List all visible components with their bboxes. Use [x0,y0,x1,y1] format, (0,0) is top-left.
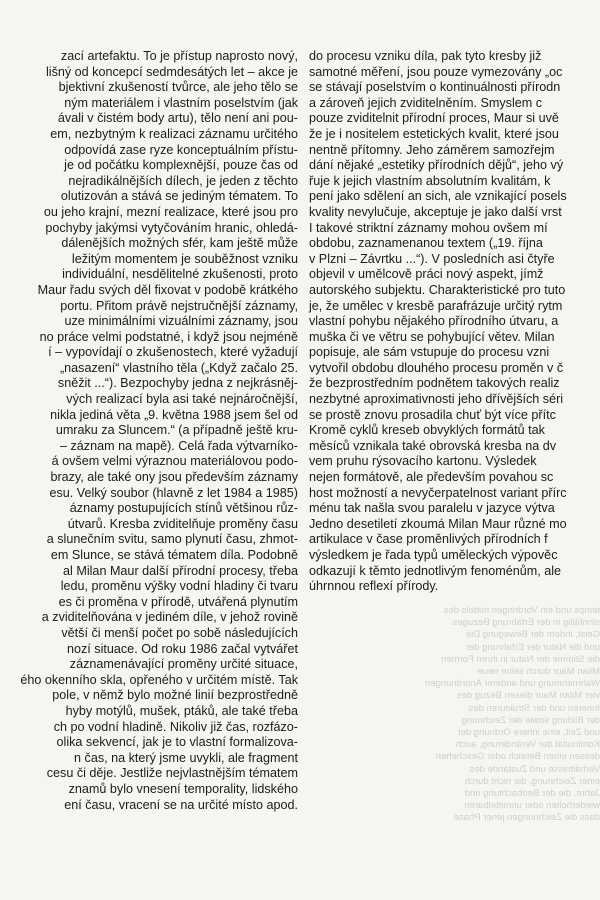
text-line: nozí situace. Od roku 1986 začal vytvářet [66,641,298,656]
text-line: host možností a nevyčerpatelnost variant přírc [309,485,567,500]
text-line: větší či menší počet po sobě následujících [61,625,298,640]
bleed-through-line: Kontinuität der Veränderung, auch [455,739,600,751]
left-text-column [0,49,298,813]
text-line: bjektivní zkušeností tvůrce, ale jeho tělo se [58,80,298,95]
text-line: autorského subjektu. Charakteristické pro tuto [309,282,566,297]
text-line: al Milan Maur další přírodní procesy, třeba [63,563,298,578]
text-line: umraku za Sluncem.“ (a případně ještě kru- [55,423,298,438]
text-line: Jedno desetiletí zkoumá Milan Maur různé mo [309,516,567,531]
text-line: odpovídá zase ryze konceptuálním přístu- [64,142,298,157]
text-line: že bezprostředním podnětem takových realiz [309,376,560,391]
text-line: Maur řadu svých děl fixovat v podobě krátkého [37,282,298,297]
text-line: zací artefaktu. To je přístup naprosto nový, [60,49,298,63]
text-line: em, nezbytným k realizaci záznamu určitého [50,126,298,141]
bleed-through-line: Wahrnehmung und anderer Anordnungen [425,678,600,690]
text-line: v Plzni – Závrtku ...“). V posledních asi čtyře [309,251,555,266]
text-line: „nasazení“ vlastního těla („Když začalo 25. [59,360,298,375]
bleed-through-line: einer Zeichnung, die nicht durch [464,775,600,787]
bleed-through-line: Jahre, die der Beobachtung und [464,788,600,800]
text-line: em Slunce, se stává tématem díla. Podobně [50,548,298,562]
text-line: je od počátku komplexnější, pouze čas od [64,158,298,173]
text-line: í – vypovídají o zkušenostech, které vyžadují [48,345,298,360]
text-line: do procesu vzniku díla, pak tyto kresby již [309,49,542,63]
text-line: že je i nositelem estetických kvalit, které jsou [309,126,559,141]
text-line: pole, v němž bylo možné linií bezprostředně [52,688,298,703]
text-line: ležitým momentem je souběžnost vzniku [71,251,298,266]
text-line: vých realizací byla asi také nejnáročnější, [66,392,298,407]
text-line: ch po vodní hladině. Nikoliv již čas, rozfázo- [53,719,298,734]
text-line: muška či ve větru se pohybující větev. Milan [309,329,555,344]
text-line: objevil v umělcově práci nový aspekt, jímž [309,267,544,282]
text-line: olutizován a stává se jediným tématem. To [60,189,298,204]
text-line: – záznam na mapě). Celá řada výtvarníko- [60,438,298,453]
text-line: je, že umělec v kresbě parafrázuje určitý rytm [309,298,563,313]
text-line: nejradikálnějších dílech, je jeden z těchto [68,173,298,188]
text-line: nezbytné aproximativnosti jeho dřívějších séri [309,392,564,407]
text-line: ným materiálem i vlastním poselstvím (jak [64,95,298,110]
text-line: popisuje, ale sám vstupuje do procesu vzni [309,345,550,360]
text-line: no práce velmi podstatné, i když jsou nejméně [39,329,298,344]
text-line: lišný od koncepcí sedmdesátých let – akce je [45,64,298,79]
text-line: dání nějaké „estetiky přírodních dějů“, jeho vý [309,158,564,173]
bleed-through-line: wiederholten oder unmittelbaren [464,800,600,812]
text-line: se stávají poselstvím o kontinuálnosti přírodn [309,80,561,95]
bleed-through-line: dessen einen Bereich oder Geschehen [435,751,600,763]
text-line: sněžit ...“). Bezpochyby jedna z nejkrásněj- [57,376,298,391]
bleed-through-line: Geist, indem der Bewegung Die [465,629,600,641]
bleed-through-line: dass die Zeichnungen jener Phase [453,812,600,824]
text-line: ménu tak našla svou paralelu v jazyce výtva [309,501,555,516]
text-line: hyby motýlů, mušek, ptáků, ale také třeba [65,703,298,718]
text-line: áznamy postupujících stínů většinou růz- [69,501,298,516]
text-line: brazy, ale také ony jsou především záznamy [50,470,298,485]
text-line: nentně přítomny. Jeho záměrem samozřejm [309,142,555,157]
text-line: dálenějších možných sfér, kam ještě může [61,236,298,251]
bleed-through-text [395,605,600,860]
text-line: artikulace v čase proměnlivých přírodních f [309,532,548,547]
bleed-through-line: Inneren und der Strukturen des [468,702,600,714]
text-line: nikla jediná věta „9. května 1988 jsem šel od [50,407,298,422]
bleed-through-line: temps und ein Vordringen mittels des [443,605,600,616]
text-line: se prostě znovu prosadila chuť být více přítc [309,407,556,422]
text-line: n čas, na který jsme uvykli, ale fragment [74,750,298,765]
text-line: útvarů. Kresba zviditelňuje proměny času [67,516,298,531]
text-line: a zároveň jejich zviditelněním. Smyslem c [309,95,543,110]
text-line: pochyby jakýmsi vytyčováním hranic, ohledá- [45,220,298,235]
text-line: ou jeho krajní, mezní realizace, které jsou pro [43,204,298,219]
text-line: řuje k jejich vlastním absolutním kvalitám, k [309,173,551,188]
text-line: ledu, proměnu výšky vodní hladiny či tvaru [60,579,298,594]
text-line: I takové striktní záznamy mohou ovšem mí [309,220,548,235]
text-line: vlastní pohybu nějakého přírodního útvaru, a [309,314,559,329]
text-line: pení jako sdělení an sich, ale vznikající posels [309,189,567,204]
text-line: Kromě cyklů kreseb obvyklých formátů tak [309,423,545,438]
text-line: úhrnnou reflexí přírody. [309,579,439,594]
text-line: měsíců vznikala také obrovská kresba na dv [309,438,557,453]
bleed-through-line: und Zeit, eine innere Ordnung der [457,727,600,739]
text-line: esu. Velký soubor (hlavně z let 1984 a 1985) [49,485,298,500]
text-line: a zviditelňována v jediném díle, v jehož rovině [41,610,298,625]
bleed-through-line: sinnfällig in der Erfahrung Bezuges [452,617,600,629]
text-line: individuální, nesdělitelné zkušenosti, proto [62,267,298,282]
bleed-through-line: Milan Maur durch seine neue [477,666,600,678]
text-line: samotné měření, jsou pouze vymezovány „oc [309,64,563,79]
text-line: olika sekvencí, jak je to vlastní formalizova- [56,735,298,750]
text-line: uze minimálními vizuálními záznamy, jsou [64,314,298,329]
text-line: es či proměna v přírodě, utvářená plynutím [58,594,298,609]
text-line: odkazují k těmto jednotlivým fenoménům, ale [309,563,561,578]
text-line: záznamenávající proměny určité situace, [69,657,298,672]
bleed-through-line: Verhältnisse und Zustände des [469,763,600,775]
bleed-through-line: der Bildung sowie der Zeichnung [461,714,600,726]
text-line: ého okenního skla, opřeného v určitém místě. Tak [20,672,298,687]
text-line: nejen formátově, ale především povahou sc [309,470,554,485]
text-line: vem pruhu rýsovacího kartonu. Výsledek [309,454,537,469]
text-line: ávali v čistém body artu), tělo není ani pou- [57,111,298,126]
text-line: a slunečním svitu, samo plynutí času, zhmot- [46,532,298,547]
text-line: ení času, vracení se na určité místo apod. [64,797,298,812]
text-line: pouze zviditelnit přírodní proces, Maur si uvě [309,111,559,126]
text-line: portu. Přitom právě nejstručnější záznamy, [60,298,298,313]
text-line: cesu či děje. Jestliže nejvlastnějším tématem [46,766,298,781]
text-line: vytvořil obdobu dlouhého procesu proměn v č [309,360,564,375]
text-line: znamů bylo vnesení temporality, lidského [68,781,298,796]
bleed-through-line: und die Natur der Erfahrung der [465,641,600,653]
right-text-column [309,49,600,595]
bleed-through-line: die Stimme der Natur in ihren Formen [441,653,600,665]
bleed-through-line: vier Milan Maur diesen Bezug des [456,690,600,702]
text-line: kvality nevylučuje, akceptuje je jako další vrst [309,204,562,219]
text-line: obdobu, zaznamenanou textem („19. října [309,236,543,251]
text-line: výsledkem je řada typů uměleckých výpověc [309,548,558,562]
text-line: á ovšem velmi výraznou materiálovou podo- [51,454,298,469]
